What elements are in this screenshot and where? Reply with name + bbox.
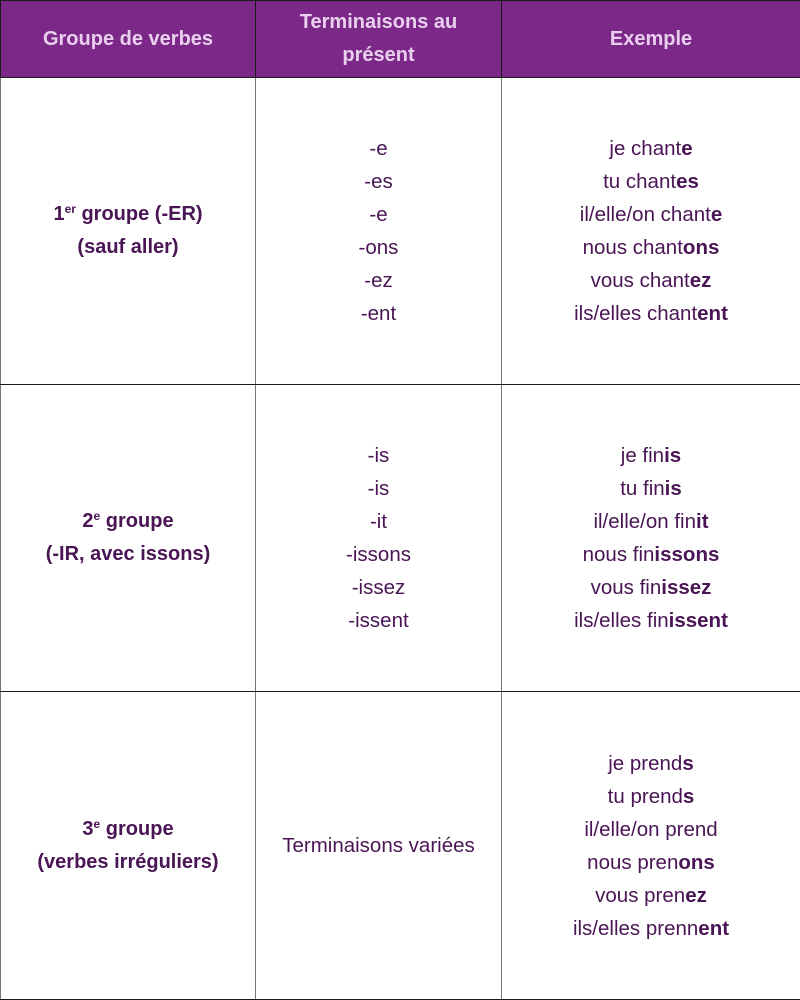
example-line: je chante <box>609 137 693 160</box>
endings-cell: -e -es -e -ons -ez -ent <box>256 78 502 385</box>
example-line: vous chantez <box>590 269 712 292</box>
example-line: il/elle/on chante <box>579 203 723 226</box>
example-line: nous prenons <box>587 850 715 874</box>
example-line: je prends <box>608 751 694 775</box>
example-line: tu chantes <box>603 170 699 193</box>
example-line: tu prends <box>607 784 695 808</box>
group-cell: 3e groupe (verbes irréguliers) <box>1 692 256 1000</box>
example-line: je finis <box>620 444 682 467</box>
example-line: nous finissons <box>582 543 720 566</box>
endings-cell: -is -is -it -issons -issez -issent <box>256 385 502 692</box>
example-cell <box>502 692 800 1000</box>
example-line: nous chantons <box>582 236 720 259</box>
table-row <box>1 78 800 385</box>
example-line: vous prenez <box>595 883 707 907</box>
group-cell: 1er groupe (-ER) (sauf aller) <box>1 78 256 385</box>
header-example: Exemple <box>502 1 800 78</box>
example-line: vous finissez <box>590 576 712 599</box>
group-cell: 2e groupe (-IR, avec issons) <box>1 385 256 692</box>
example-line: ils/elles chantent <box>574 302 728 325</box>
example-line: ils/elles prennent <box>572 916 730 940</box>
example-line: il/elle/on finit <box>593 510 709 533</box>
example-line: il/elle/on prend <box>584 817 718 841</box>
example-cell <box>502 78 800 385</box>
example-line: tu finis <box>620 477 682 500</box>
endings-cell: Terminaisons variées <box>256 692 502 1000</box>
header-row <box>1 1 800 78</box>
table-row <box>1 385 800 692</box>
header-group: Groupe de verbes <box>1 1 256 78</box>
example-line: ils/elles finissent <box>574 609 728 632</box>
table-row <box>1 692 800 1000</box>
header-endings: Terminaisons au présent <box>256 1 502 78</box>
example-cell <box>502 385 800 692</box>
